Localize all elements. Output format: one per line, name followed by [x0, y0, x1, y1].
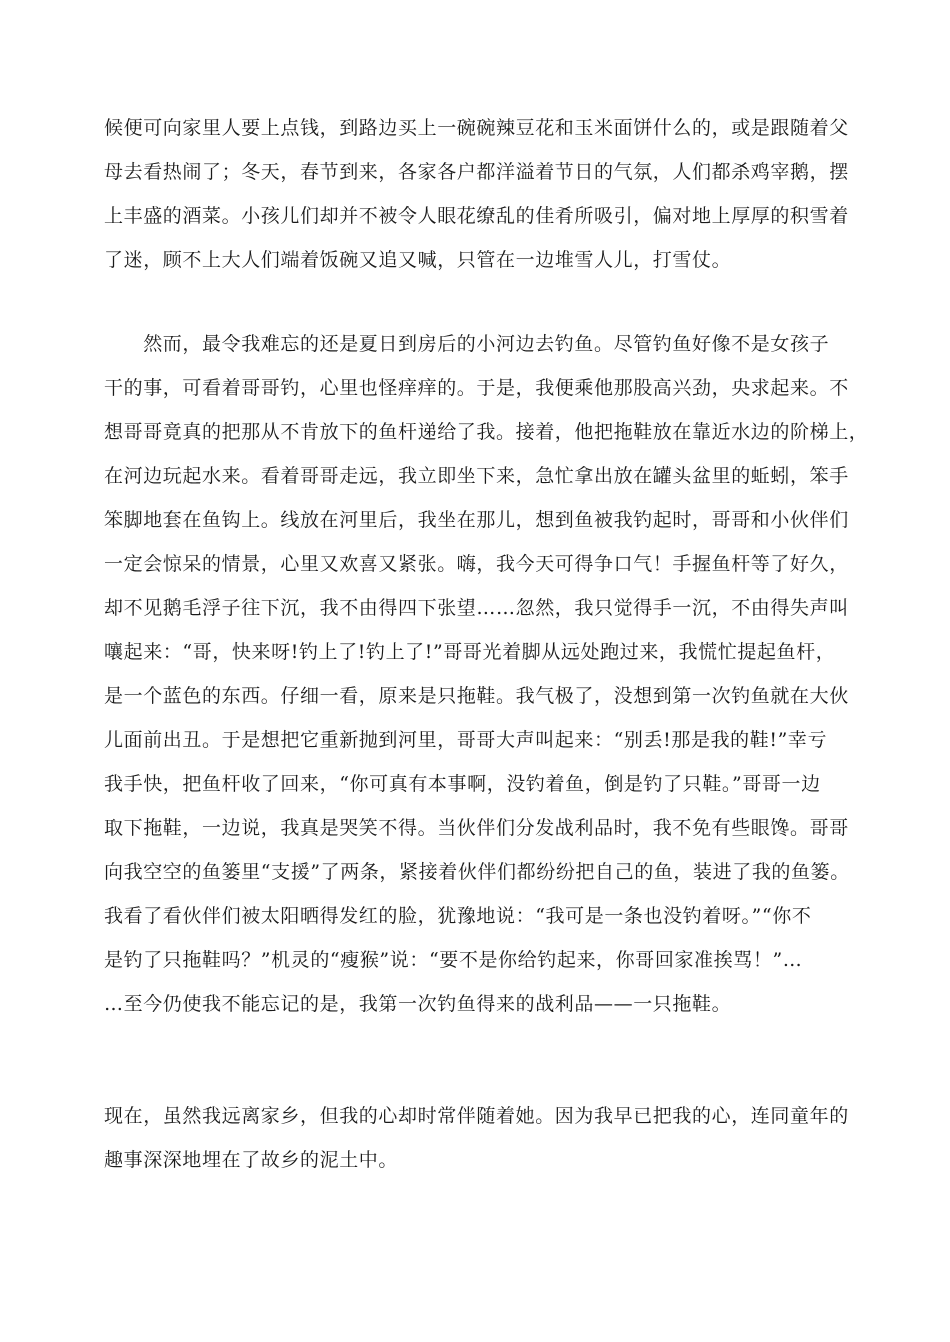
text-line: 上丰盛的酒菜。小孩儿们却并不被令人眼花缭乱的佳肴所吸引，偏对地上厚厚的积雪着 [104, 205, 849, 227]
text-line: 却不见鹅毛浮子往下沉，我不由得四下张望……忽然，我只觉得手一沉，不由得失声叫 [104, 597, 849, 619]
text-line: 取下拖鞋，一边说，我真是哭笑不得。当伙伴们分发战利品时，我不免有些眼馋。哥哥 [104, 817, 849, 839]
text-line: 了迷，顾不上大人们端着饭碗又追又喊，只管在一边堆雪人儿，打雪仗。 [104, 249, 732, 271]
text-line: 是一个蓝色的东西。仔细一看，原来是只拖鞋。我气极了，没想到第一次钓鱼就在大伙 [104, 685, 849, 707]
text-line: 候便可向家里人要上点钱，到路边买上一碗碗辣豆花和玉米面饼什么的，或是跟随着父 [104, 117, 849, 139]
text-line: 然而，最令我难忘的还是夏日到房后的小河边去钓鱼。尽管钓鱼好像不是女孩子 [104, 333, 830, 355]
text-line: 母去看热闹了；冬天，春节到来，各家各户都洋溢着节日的气氛，人们都杀鸡宰鹅，摆 [104, 161, 849, 183]
text-line: …至今仍使我不能忘记的是，我第一次钓鱼得来的战利品——一只拖鞋。 [104, 993, 732, 1015]
text-line: 想哥哥竟真的把那从不肯放下的鱼杆递给了我。接着，他把拖鞋放在靠近水边的阶梯上， [104, 421, 869, 443]
text-line: 嚷起来：“哥，快来呀!钓上了!钓上了!”哥哥光着脚从远处跑过来，我慌忙提起鱼杆， [104, 641, 836, 663]
text-line: 在河边玩起水来。看着哥哥走远，我立即坐下来，急忙拿出放在罐头盆里的蚯蚓，笨手 [104, 465, 849, 487]
text-line: 向我空空的鱼篓里“支援”了两条，紧接着伙伴们都纷纷把自己的鱼，装进了我的鱼篓。 [104, 861, 850, 883]
text-line: 趣事深深地埋在了故乡的泥土中。 [104, 1149, 399, 1171]
text-line: 我看了看伙伴们被太阳晒得发红的脸，犹豫地说：“我可是一条也没钓着呀。”“你不 [104, 905, 812, 927]
text-line: 笨脚地套在鱼钩上。线放在河里后，我坐在那儿，想到鱼被我钓起时，哥哥和小伙伴们 [104, 509, 849, 531]
text-line: 干的事，可看着哥哥钓，心里也怪痒痒的。于是，我便乘他那股高兴劲，央求起来。不 [104, 377, 849, 399]
text-line: 是钓了只拖鞋吗？”机灵的“瘦猴”说：“要不是你给钓起来，你哥回家准挨骂！”… [104, 949, 803, 971]
text-line: 儿面前出丑。于是想把它重新抛到河里，哥哥大声叫起来：“别丢!那是我的鞋!”幸亏 [104, 729, 828, 751]
text-line: 一定会惊呆的情景，心里又欢喜又紧张。嗨，我今天可得争口气！手握鱼杆等了好久， [104, 553, 849, 575]
paragraph-fishing [104, 322, 869, 1026]
paragraph-closing [104, 1094, 864, 1182]
paragraph-winter [104, 106, 864, 282]
text-line: 现在，虽然我远离家乡，但我的心却时常伴随着她。因为我早已把我的心，连同童年的 [104, 1105, 849, 1127]
text-line: 我手快，把鱼杆收了回来，“你可真有本事啊，没钓着鱼，倒是钓了只鞋。”哥哥一边 [104, 773, 821, 795]
